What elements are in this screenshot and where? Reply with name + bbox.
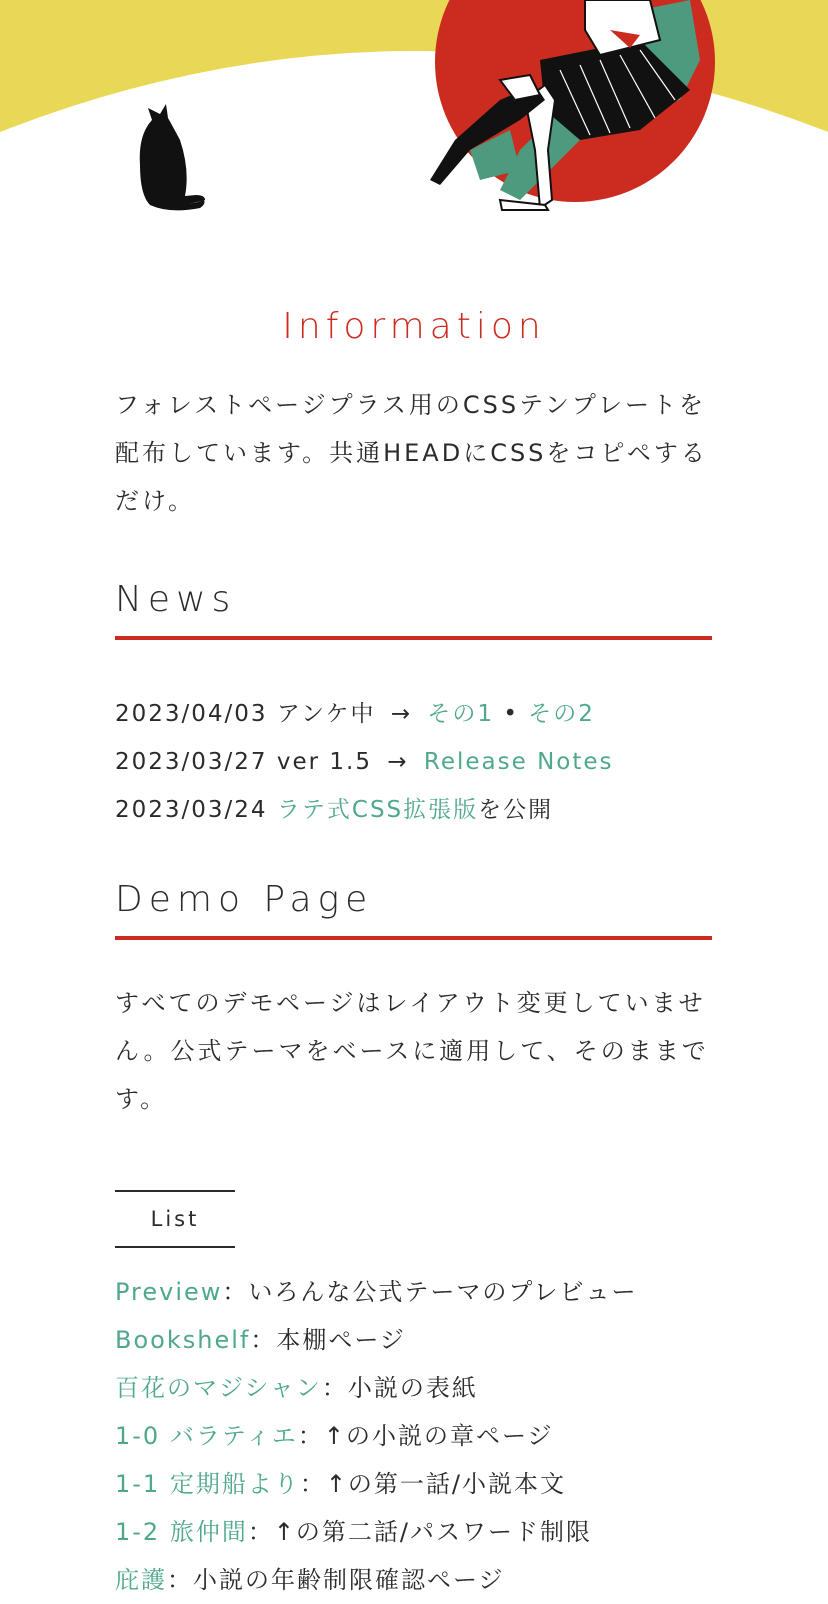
news-link-survey-1[interactable]: その1 <box>427 701 495 727</box>
news-item <box>115 690 715 738</box>
bullet-separator: • <box>503 701 519 727</box>
demo-link-preview[interactable]: Preview <box>115 1278 223 1306</box>
demo-link-episode-2[interactable]: 1-2 旅仲間 <box>115 1518 248 1546</box>
list-item <box>115 1460 735 1508</box>
list-item-desc: ：↑の小説の章ページ <box>297 1422 554 1450</box>
news-text: ver 1.5 <box>276 749 372 775</box>
news-link-release-notes[interactable]: Release Notes <box>423 749 614 775</box>
news-text: を公開 <box>478 797 554 823</box>
hero-illustration <box>0 0 828 240</box>
list-item-desc: ：本棚ページ <box>250 1326 406 1354</box>
demo-link-episode-1[interactable]: 1-1 定期船より <box>115 1470 300 1498</box>
list-item-desc: ：小説の年齢制限確認ページ <box>167 1566 505 1594</box>
hero-banner <box>0 0 828 240</box>
demo-link-novel-cover[interactable]: 百花のマジシャン <box>115 1374 322 1402</box>
list-item <box>115 1364 735 1412</box>
news-item <box>115 738 715 786</box>
arrow-right-icon: → <box>387 749 409 775</box>
news-text: アンケ中 <box>276 701 376 727</box>
list-item-desc: ：いろんな公式テーマのプレビュー <box>222 1278 638 1306</box>
list-tab: List <box>115 1190 235 1248</box>
list-item <box>115 1412 735 1460</box>
demo-link-bookshelf[interactable]: Bookshelf <box>115 1326 251 1354</box>
news-link-survey-2[interactable]: その2 <box>528 701 595 727</box>
demo-heading: Demo Page <box>115 882 712 940</box>
news-heading: News <box>115 582 712 640</box>
arrow-right-icon: → <box>390 701 413 727</box>
list-item-desc: ：小説の表紙 <box>321 1374 478 1402</box>
news-list <box>115 690 715 834</box>
list-item <box>115 1316 735 1364</box>
cat-silhouette-icon <box>140 104 205 210</box>
list-item-desc: ：↑の第一話/小説本文 <box>299 1470 567 1498</box>
information-text: フォレストページプラス用のCSSテンプレートを配布しています。共通HEADにCSSをコピペするだけ。 <box>115 391 708 515</box>
news-link-extended-css[interactable]: ラテ式CSS拡張版 <box>276 797 479 823</box>
news-date: 2023/03/24 <box>115 797 268 823</box>
list-item-desc: ：↑の第二話/パスワード制限 <box>247 1518 593 1546</box>
list-item <box>115 1268 735 1316</box>
demo-link-chapter[interactable]: 1-0 バラティエ <box>115 1422 298 1450</box>
demo-list <box>115 1268 735 1604</box>
information-title: Information <box>282 306 546 347</box>
demo-text: すべてのデモページはレイアウト変更していません。公式テーマをベースに適用して、そのままです。 <box>115 989 709 1113</box>
demo-link-age-check[interactable]: 庇護 <box>115 1566 167 1594</box>
news-item <box>115 786 715 834</box>
news-date: 2023/03/27 <box>115 749 268 775</box>
list-item <box>115 1508 735 1556</box>
news-date: 2023/04/03 <box>115 701 268 727</box>
list-item <box>115 1556 735 1604</box>
